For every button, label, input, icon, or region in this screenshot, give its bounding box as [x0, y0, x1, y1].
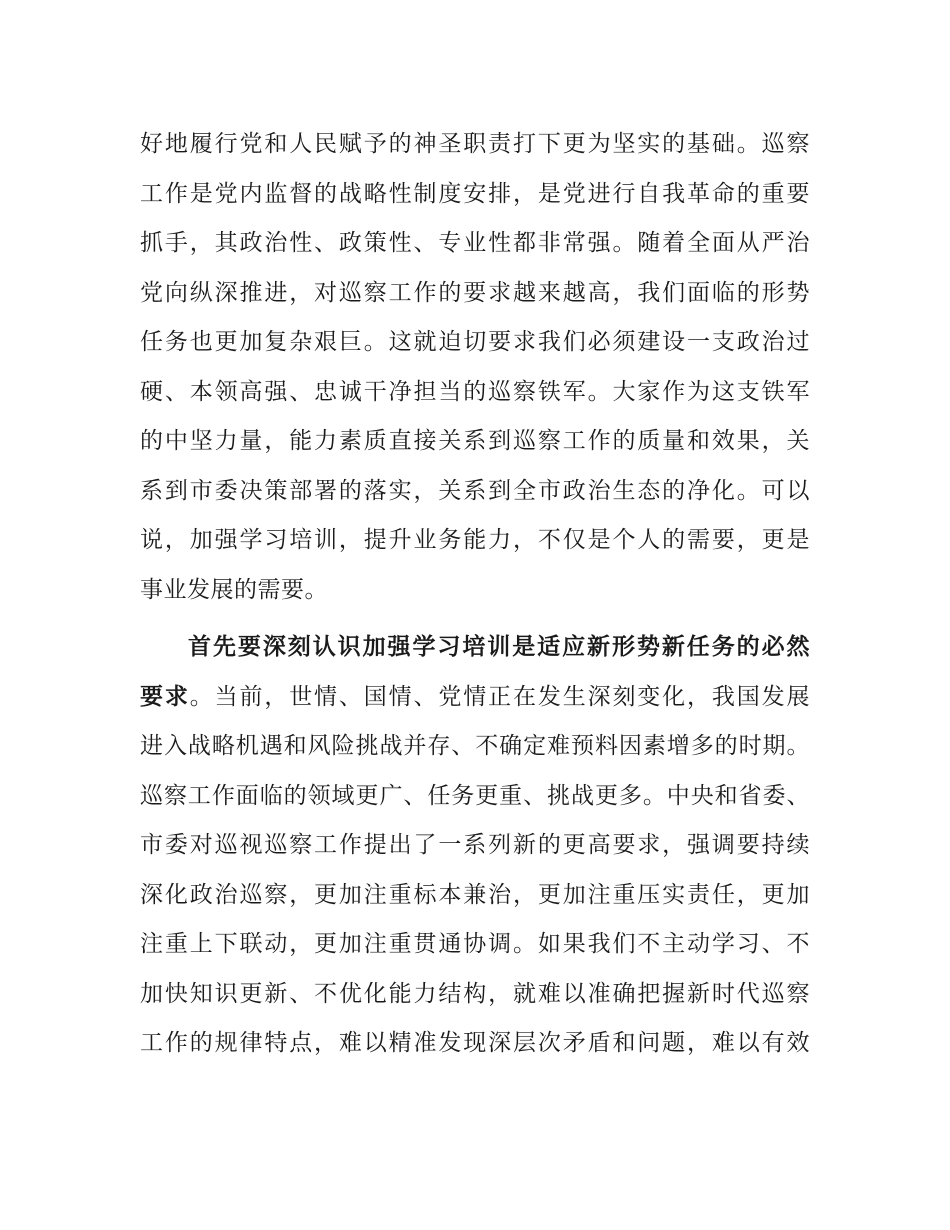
paragraph-2-line: 工作的规律特点，难以精准发现深层次矛盾和问题，难以有效 [140, 1030, 810, 1056]
paragraph-2-line: 注重上下联动，更加注重贯通协调。如果我们不主动学习、不 [140, 931, 810, 957]
paragraph-2-line-text: 。当前，世情、国情、党情正在发生深刻变化，我国发展 [189, 683, 811, 710]
paragraph-1-line: 党向纵深推进，对巡察工作的要求越来越高，我们面临的形势 [140, 279, 810, 306]
paragraph-1-line: 硬、本领高强、忠诚干净担当的巡察铁军。大家作为这支铁军 [140, 378, 810, 405]
paragraph-1 [140, 120, 810, 615]
paragraph-2-line [140, 673, 810, 723]
paragraph-1-line: 系到市委决策部署的落实，关系到全市政治生态的净化。可以 [140, 477, 810, 504]
document-body [140, 120, 810, 1069]
paragraph-2 [140, 623, 810, 1069]
paragraph-1-line: 好地履行党和人民赋予的神圣职责打下更为坚实的基础。巡察 [140, 131, 810, 157]
paragraph-1-line: 的中坚力量，能力素质直接关系到巡察工作的质量和效果，关 [140, 428, 810, 454]
paragraph-2-heading: 首先要深刻认识加强学习培训是适应新形势新任务的必然 [188, 634, 810, 660]
paragraph-1-line: 工作是党内监督的战略性制度安排，是党进行自我革命的重要 [140, 180, 810, 207]
paragraph-1-line: 抓手，其政治性、政策性、专业性都非常强。随着全面从严治 [140, 230, 810, 256]
paragraph-2-heading-end: 要求 [140, 683, 190, 710]
paragraph-2-line: 深化政治巡察，更加注重标本兼治，更加注重压实责任，更加 [140, 881, 810, 908]
paragraph-2-line: 巡察工作面临的领域更广、任务更重、挑战更多。中央和省委、 [140, 782, 810, 809]
paragraph-1-line: 事业发展的需要。 [140, 576, 328, 603]
paragraph-1-line: 说，加强学习培训，提升业务能力，不仅是个人的需要，更是 [140, 527, 810, 553]
paragraph-gap [140, 615, 810, 623]
paragraph-2-line: 加快知识更新、不优化能力结构，就难以准确把握新时代巡察 [140, 980, 810, 1007]
paragraph-1-line: 任务也更加复杂艰巨。这就迫切要求我们必须建设一支政治过 [140, 329, 810, 355]
paragraph-2-line: 进入战略机遇和风险挑战并存、不确定难预料因素增多的时期。 [140, 733, 810, 759]
paragraph-2-line: 市委对巡视巡察工作提出了一系列新的更高要求，强调要持续 [140, 832, 810, 858]
